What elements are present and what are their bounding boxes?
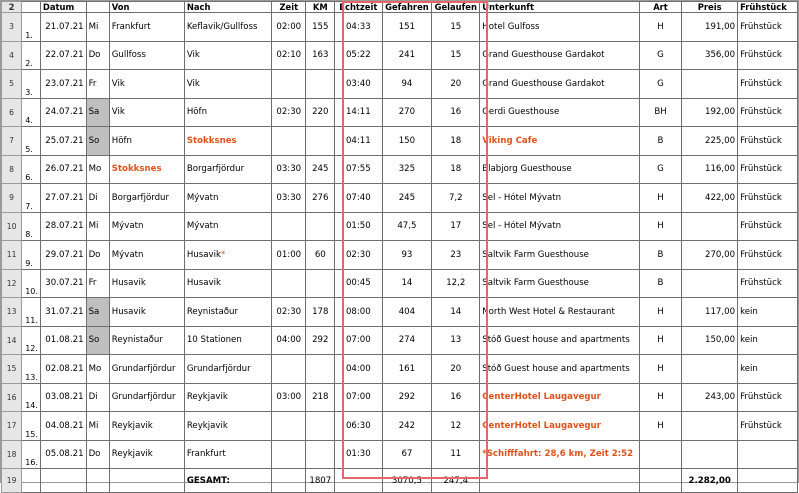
cell-wochentag[interactable]: Sa [86, 298, 109, 327]
cell-wochentag[interactable]: So [86, 326, 109, 355]
cell-gelaufen[interactable]: 11 [432, 440, 480, 469]
row-number[interactable]: 4. [22, 98, 41, 127]
cell-echtzeit[interactable]: 01:50 [335, 212, 382, 241]
cell-fruehstueck[interactable]: Frühstück [738, 155, 798, 184]
header-zeit[interactable]: Zeit [272, 2, 306, 13]
cell-zeit[interactable]: 03:30 [272, 155, 306, 184]
cell-km[interactable] [306, 269, 335, 298]
table-row [2, 127, 798, 156]
cell-nach[interactable]: Vik [184, 41, 271, 70]
cell-nach[interactable] [184, 241, 271, 270]
header-cell[interactable] [22, 2, 41, 13]
table-row [2, 241, 798, 270]
cell-wochentag[interactable]: Do [86, 241, 109, 270]
cell-gelaufen[interactable]: 20 [432, 70, 480, 99]
travel-table [1, 1, 798, 493]
cell-gelaufen[interactable]: 16 [432, 383, 480, 412]
cell-preis[interactable] [682, 440, 738, 469]
cell-unterkunft[interactable]: North West Hotel & Restaurant [480, 298, 639, 327]
total-gelaufen[interactable]: 247,4 [432, 469, 480, 493]
total-km[interactable]: 1807 [306, 469, 335, 493]
cell-gefahren[interactable]: 274 [382, 326, 432, 355]
cell-preis[interactable]: 356,00 [682, 41, 738, 70]
cell-echtzeit[interactable]: 07:55 [335, 155, 382, 184]
row-number[interactable]: 11. [22, 298, 41, 327]
cell-gefahren[interactable]: 94 [382, 70, 432, 99]
table-cell[interactable] [738, 469, 798, 493]
cell-unterkunft[interactable]: Saltvik Farm Guesthouse [480, 241, 639, 270]
cell-preis[interactable] [682, 70, 738, 99]
cell-unterkunft[interactable] [480, 412, 639, 441]
cell-datum[interactable]: 25.07.21 [40, 127, 86, 156]
cell-gelaufen[interactable]: 12 [432, 412, 480, 441]
cell-wochentag[interactable]: Mi [86, 212, 109, 241]
cell-km[interactable]: 245 [306, 155, 335, 184]
cell-zeit[interactable] [272, 269, 306, 298]
cell-gefahren[interactable]: 242 [382, 412, 432, 441]
cell-zeit[interactable] [272, 355, 306, 384]
row-header[interactable]: 18 [2, 440, 22, 469]
row-number[interactable]: 12. [22, 326, 41, 355]
cell-gefahren[interactable]: 241 [382, 41, 432, 70]
cell-preis[interactable]: 422,00 [682, 184, 738, 213]
cell-datum[interactable]: 28.07.21 [40, 212, 86, 241]
cell-von[interactable]: Höfn [109, 127, 184, 156]
cell-preis[interactable]: 191,00 [682, 13, 738, 42]
cell-zeit[interactable]: 02:10 [272, 41, 306, 70]
cell-echtzeit[interactable]: 02:30 [335, 241, 382, 270]
cell-gefahren[interactable]: 245 [382, 184, 432, 213]
header-von[interactable]: Von [109, 2, 184, 13]
row-header[interactable]: 7 [2, 127, 22, 156]
cell-preis[interactable]: 116,00 [682, 155, 738, 184]
cell-zeit[interactable]: 02:00 [272, 13, 306, 42]
cell-preis[interactable]: 117,00 [682, 298, 738, 327]
cell-gelaufen[interactable]: 23 [432, 241, 480, 270]
cell-km[interactable] [306, 355, 335, 384]
cell-art[interactable] [639, 440, 682, 469]
cell-nach[interactable]: Reynistaður [184, 298, 271, 327]
cell-gefahren[interactable]: 404 [382, 298, 432, 327]
cell-datum[interactable]: 24.07.21 [40, 98, 86, 127]
row-number[interactable]: 5. [22, 127, 41, 156]
cell-echtzeit[interactable]: 01:30 [335, 440, 382, 469]
row-header[interactable]: 14 [2, 326, 22, 355]
row-header[interactable]: 4 [2, 41, 22, 70]
cell-echtzeit[interactable]: 05:22 [335, 41, 382, 70]
cell-nach[interactable] [184, 127, 271, 156]
cell-km[interactable] [306, 412, 335, 441]
cell-echtzeit[interactable]: 07:00 [335, 326, 382, 355]
cell-gelaufen[interactable]: 12,2 [432, 269, 480, 298]
cell-wochentag[interactable]: Do [86, 440, 109, 469]
row-header[interactable]: 16 [2, 383, 22, 412]
table-cell[interactable] [639, 469, 682, 493]
header-row [2, 2, 798, 13]
cell-gefahren[interactable]: 150 [382, 127, 432, 156]
cell-gefahren[interactable]: 93 [382, 241, 432, 270]
cell-km[interactable]: 292 [306, 326, 335, 355]
row-number[interactable]: 16. [22, 440, 41, 469]
cell-echtzeit[interactable]: 07:40 [335, 184, 382, 213]
row-number[interactable]: 3. [22, 70, 41, 99]
header-km[interactable]: KM [306, 2, 335, 13]
table-row [2, 440, 798, 469]
cell-echtzeit[interactable]: 07:00 [335, 383, 382, 412]
cell-fruehstueck[interactable]: Frühstück [738, 383, 798, 412]
table-cell[interactable] [22, 469, 41, 493]
table-cell[interactable] [335, 469, 382, 493]
cell-unterkunft[interactable]: Grand Guesthouse Gardakot [480, 70, 639, 99]
header-art[interactable]: Art [639, 2, 682, 13]
cell-datum[interactable]: 01.08.21 [40, 326, 86, 355]
header-nach[interactable]: Nach [184, 2, 271, 13]
cell-echtzeit[interactable]: 04:11 [335, 127, 382, 156]
cell-echtzeit[interactable]: 08:00 [335, 298, 382, 327]
header-cell[interactable] [86, 2, 109, 13]
cell-km[interactable]: 220 [306, 98, 335, 127]
cell-art[interactable]: H [639, 13, 682, 42]
cell-fruehstueck[interactable]: Frühstück [738, 13, 798, 42]
cell-fruehstueck[interactable]: Frühstück [738, 70, 798, 99]
cell-gefahren[interactable]: 67 [382, 440, 432, 469]
cell-km[interactable] [306, 440, 335, 469]
cell-gelaufen[interactable]: 18 [432, 127, 480, 156]
cell-fruehstueck[interactable]: Frühstück [738, 241, 798, 270]
cell-datum[interactable]: 29.07.21 [40, 241, 86, 270]
row-header[interactable]: 10 [2, 212, 22, 241]
table-cell[interactable] [272, 469, 306, 493]
cell-unterkunft[interactable]: Saltvik Farm Guesthouse [480, 269, 639, 298]
header-datum[interactable]: Datum [40, 2, 86, 13]
row-header[interactable]: 11 [2, 241, 22, 270]
cell-zeit[interactable] [272, 212, 306, 241]
cell-fruehstueck[interactable]: Frühstück [738, 127, 798, 156]
row-header[interactable]: 17 [2, 412, 22, 441]
cell-von[interactable]: Husavik [109, 298, 184, 327]
cell-km[interactable] [306, 212, 335, 241]
cell-von[interactable]: Gullfoss [109, 41, 184, 70]
cell-datum[interactable]: 22.07.21 [40, 41, 86, 70]
cell-gelaufen[interactable]: 17 [432, 212, 480, 241]
table-row [2, 355, 798, 384]
cell-nach[interactable]: Keflavik/Gullfoss [184, 13, 271, 42]
cell-von[interactable]: Vik [109, 98, 184, 127]
cell-art[interactable]: H [639, 355, 682, 384]
cell-fruehstueck[interactable]: Frühstück [738, 269, 798, 298]
cell-von[interactable] [109, 155, 184, 184]
cell-gelaufen[interactable]: 13 [432, 326, 480, 355]
highlight-text: Viking Cafe [482, 135, 538, 146]
highlight-text: *Schifffahrt: 28,6 km, Zeit 2:52 [482, 449, 634, 460]
cell-unterkunft[interactable]: Sel - Hótel Mývatn [480, 184, 639, 213]
cell-fruehstueck[interactable]: Frühstück [738, 41, 798, 70]
cell-datum[interactable]: 30.07.21 [40, 269, 86, 298]
cell-von[interactable]: Husavik [109, 269, 184, 298]
cell-wochentag[interactable]: Di [86, 383, 109, 412]
total-row [2, 469, 798, 493]
cell-unterkunft[interactable] [480, 383, 639, 412]
cell-zeit[interactable]: 02:30 [272, 98, 306, 127]
cell-datum[interactable]: 26.07.21 [40, 155, 86, 184]
row-header[interactable]: 15 [2, 355, 22, 384]
cell-fruehstueck[interactable]: kein [738, 355, 798, 384]
cell-preis[interactable] [682, 412, 738, 441]
row-number[interactable]: 10. [22, 269, 41, 298]
cell-nach[interactable]: 10 Stationen [184, 326, 271, 355]
cell-art[interactable]: H [639, 298, 682, 327]
table-cell[interactable] [109, 469, 184, 493]
cell-gelaufen[interactable]: 15 [432, 41, 480, 70]
cell-von[interactable]: Mývatn [109, 212, 184, 241]
cell-art[interactable]: H [639, 184, 682, 213]
cell-von[interactable]: Grundarfjördur [109, 355, 184, 384]
table-row [2, 298, 798, 327]
row-number[interactable]: 9. [22, 241, 41, 270]
cell-zeit[interactable] [272, 412, 306, 441]
cell-wochentag[interactable]: Fr [86, 70, 109, 99]
cell-gefahren[interactable]: 325 [382, 155, 432, 184]
table-row [2, 212, 798, 241]
table-cell[interactable] [40, 469, 86, 493]
cell-gefahren[interactable]: 161 [382, 355, 432, 384]
cell-gefahren[interactable]: 292 [382, 383, 432, 412]
cell-art[interactable]: G [639, 70, 682, 99]
cell-gefahren[interactable]: 47,5 [382, 212, 432, 241]
row-number[interactable]: 14. [22, 383, 41, 412]
total-gefahren[interactable]: 3070,5 [382, 469, 432, 493]
cell-art[interactable]: B [639, 269, 682, 298]
cell-km[interactable]: 276 [306, 184, 335, 213]
cell-zeit[interactable]: 02:30 [272, 298, 306, 327]
header-fruehstueck[interactable]: Frühstück [738, 2, 798, 13]
cell-preis[interactable] [682, 212, 738, 241]
total-preis[interactable]: 2.282,00 [682, 469, 738, 493]
table-cell[interactable] [480, 469, 639, 493]
cell-wochentag[interactable]: Sa [86, 98, 109, 127]
table-row [2, 184, 798, 213]
asterisk-mark: * [220, 249, 226, 260]
table-cell[interactable] [86, 469, 109, 493]
cell-preis[interactable]: 150,00 [682, 326, 738, 355]
header-gefahren[interactable]: Gefahren [382, 2, 432, 13]
cell-art[interactable]: B [639, 241, 682, 270]
cell-unterkunft[interactable] [480, 440, 639, 469]
header-gelaufen[interactable]: Gelaufen [432, 2, 480, 13]
table-row [2, 13, 798, 42]
row-number[interactable]: 8. [22, 212, 41, 241]
table-row [2, 41, 798, 70]
cell-datum[interactable]: 03.08.21 [40, 383, 86, 412]
cell-unterkunft[interactable] [480, 127, 639, 156]
total-label[interactable]: GESAMT: [184, 469, 271, 493]
row-header[interactable]: 5 [2, 70, 22, 99]
cell-art[interactable]: H [639, 212, 682, 241]
cell-fruehstueck[interactable]: Frühstück [738, 98, 798, 127]
row-header[interactable]: 3 [2, 13, 22, 42]
cell-gelaufen[interactable]: 15 [432, 13, 480, 42]
cell-preis[interactable]: 270,00 [682, 241, 738, 270]
cell-unterkunft[interactable]: Grand Guesthouse Gardakot [480, 41, 639, 70]
table-row [2, 269, 798, 298]
table-row [2, 412, 798, 441]
cell-fruehstueck[interactable]: kein [738, 298, 798, 327]
cell-unterkunft[interactable]: Hotel Gulfoss [480, 13, 639, 42]
cell-nach[interactable]: Grundarfjördur [184, 355, 271, 384]
row-header[interactable]: 12 [2, 269, 22, 298]
cell-gefahren[interactable]: 14 [382, 269, 432, 298]
row-number[interactable]: 7. [22, 184, 41, 213]
highlight-text: CenterHotel Laugavegur [482, 392, 601, 403]
cell-km[interactable]: 178 [306, 298, 335, 327]
cell-km[interactable]: 155 [306, 13, 335, 42]
cell-art[interactable]: BH [639, 98, 682, 127]
cell-echtzeit[interactable]: 04:00 [335, 355, 382, 384]
cell-art[interactable]: H [639, 412, 682, 441]
cell-preis[interactable]: 243,00 [682, 383, 738, 412]
cell-unterkunft[interactable]: Sel - Hótel Mývatn [480, 212, 639, 241]
cell-art[interactable]: G [639, 41, 682, 70]
cell-wochentag[interactable]: Fr [86, 269, 109, 298]
cell-art[interactable]: H [639, 383, 682, 412]
cell-preis[interactable] [682, 269, 738, 298]
cell-wochentag[interactable]: Mi [86, 13, 109, 42]
cell-echtzeit[interactable]: 06:30 [335, 412, 382, 441]
cell-von[interactable]: Reykjavik [109, 440, 184, 469]
cell-datum[interactable]: 27.07.21 [40, 184, 86, 213]
row-number[interactable]: 6. [22, 155, 41, 184]
cell-echtzeit[interactable]: 03:40 [335, 70, 382, 99]
cell-wochentag[interactable]: Mi [86, 412, 109, 441]
cell-preis[interactable]: 225,00 [682, 127, 738, 156]
cell-wochentag[interactable]: Di [86, 184, 109, 213]
cell-wochentag[interactable]: Mo [86, 355, 109, 384]
cell-km[interactable] [306, 127, 335, 156]
row-header[interactable]: 2 [2, 2, 22, 13]
cell-echtzeit[interactable]: 14:11 [335, 98, 382, 127]
cell-zeit[interactable] [272, 70, 306, 99]
cell-fruehstueck[interactable]: Frühstück [738, 412, 798, 441]
cell-echtzeit[interactable]: 00:45 [335, 269, 382, 298]
highlight-text: Stokksnes [111, 164, 162, 175]
cell-wochentag[interactable]: So [86, 127, 109, 156]
row-number[interactable]: 13. [22, 355, 41, 384]
table-row [2, 383, 798, 412]
cell-nach[interactable]: Mývatn [184, 212, 271, 241]
cell-gelaufen[interactable]: 14 [432, 298, 480, 327]
header-echtzeit[interactable]: Echtzeit [335, 2, 382, 13]
cell-km[interactable]: 60 [306, 241, 335, 270]
cell-zeit[interactable]: 01:00 [272, 241, 306, 270]
cell-nach[interactable]: Höfn [184, 98, 271, 127]
cell-zeit[interactable]: 03:00 [272, 383, 306, 412]
cell-nach[interactable]: Vik [184, 70, 271, 99]
row-header[interactable]: 9 [2, 184, 22, 213]
cell-gelaufen[interactable]: 20 [432, 355, 480, 384]
row-header[interactable]: 6 [2, 98, 22, 127]
row-number[interactable]: 1. [22, 13, 41, 42]
cell-preis[interactable] [682, 355, 738, 384]
cell-unterkunft[interactable]: Stóð Guest house and apartments [480, 355, 639, 384]
cell-unterkunft[interactable]: Gerdi Guesthouse [480, 98, 639, 127]
cell-von[interactable]: Reynistaður [109, 326, 184, 355]
cell-zeit[interactable] [272, 440, 306, 469]
cell-von[interactable]: Frankfurt [109, 13, 184, 42]
cell-echtzeit[interactable]: 04:33 [335, 13, 382, 42]
cell-datum[interactable]: 04.08.21 [40, 412, 86, 441]
cell-zeit[interactable] [272, 127, 306, 156]
cell-datum[interactable]: 21.07.21 [40, 13, 86, 42]
table-row [2, 326, 798, 355]
row-header[interactable]: 13 [2, 298, 22, 327]
cell-km[interactable]: 218 [306, 383, 335, 412]
row-number[interactable]: 2. [22, 41, 41, 70]
row-number[interactable]: 15. [22, 412, 41, 441]
cell-datum[interactable]: 23.07.21 [40, 70, 86, 99]
cell-zeit[interactable]: 03:30 [272, 184, 306, 213]
table-row [2, 70, 798, 99]
cell-nach[interactable]: Mývatn [184, 184, 271, 213]
header-unterkunft[interactable]: Unterkunft [480, 2, 639, 13]
cell-zeit[interactable]: 04:00 [272, 326, 306, 355]
cell-art[interactable]: G [639, 155, 682, 184]
cell-datum[interactable]: 05.08.21 [40, 440, 86, 469]
cell-gelaufen[interactable]: 18 [432, 155, 480, 184]
cell-nach[interactable]: Borgarfjördur [184, 155, 271, 184]
cell-unterkunft[interactable]: Blabjorg Guesthouse [480, 155, 639, 184]
cell-wochentag[interactable]: Mo [86, 155, 109, 184]
cell-datum[interactable]: 02.08.21 [40, 355, 86, 384]
row-header[interactable]: 19 [2, 469, 22, 493]
cell-fruehstueck[interactable]: kein [738, 326, 798, 355]
cell-nach[interactable]: Husavik [184, 269, 271, 298]
cell-gelaufen[interactable]: 16 [432, 98, 480, 127]
row-header[interactable]: 8 [2, 155, 22, 184]
cell-fruehstueck[interactable]: Frühstück [738, 184, 798, 213]
highlight-text: Stokksnes [186, 135, 237, 146]
cell-gefahren[interactable]: 270 [382, 98, 432, 127]
cell-km[interactable] [306, 70, 335, 99]
cell-text: Husavik [186, 249, 221, 260]
cell-gelaufen[interactable]: 7,2 [432, 184, 480, 213]
cell-von[interactable]: Mývatn [109, 241, 184, 270]
cell-unterkunft[interactable]: Stóð Guest house and apartments [480, 326, 639, 355]
cell-von[interactable]: Borgarfjördur [109, 184, 184, 213]
cell-fruehstueck[interactable] [738, 440, 798, 469]
header-preis[interactable]: Preis [682, 2, 738, 13]
cell-nach[interactable]: Reykjavik [184, 383, 271, 412]
cell-preis[interactable]: 192,00 [682, 98, 738, 127]
cell-gefahren[interactable]: 151 [382, 13, 432, 42]
highlight-text: CenterHotel Laugavegur [482, 420, 601, 431]
cell-art[interactable]: B [639, 127, 682, 156]
table-row [2, 98, 798, 127]
cell-nach[interactable]: Frankfurt [184, 440, 271, 469]
cell-km[interactable]: 163 [306, 41, 335, 70]
cell-wochentag[interactable]: Do [86, 41, 109, 70]
cell-datum[interactable]: 31.07.21 [40, 298, 86, 327]
cell-von[interactable]: Reykjavik [109, 412, 184, 441]
table-row [2, 155, 798, 184]
cell-art[interactable]: H [639, 326, 682, 355]
cell-von[interactable]: Grundarfjördur [109, 383, 184, 412]
cell-nach[interactable]: Reykjavik [184, 412, 271, 441]
cell-fruehstueck[interactable]: Frühstück [738, 212, 798, 241]
cell-von[interactable]: Vik [109, 70, 184, 99]
